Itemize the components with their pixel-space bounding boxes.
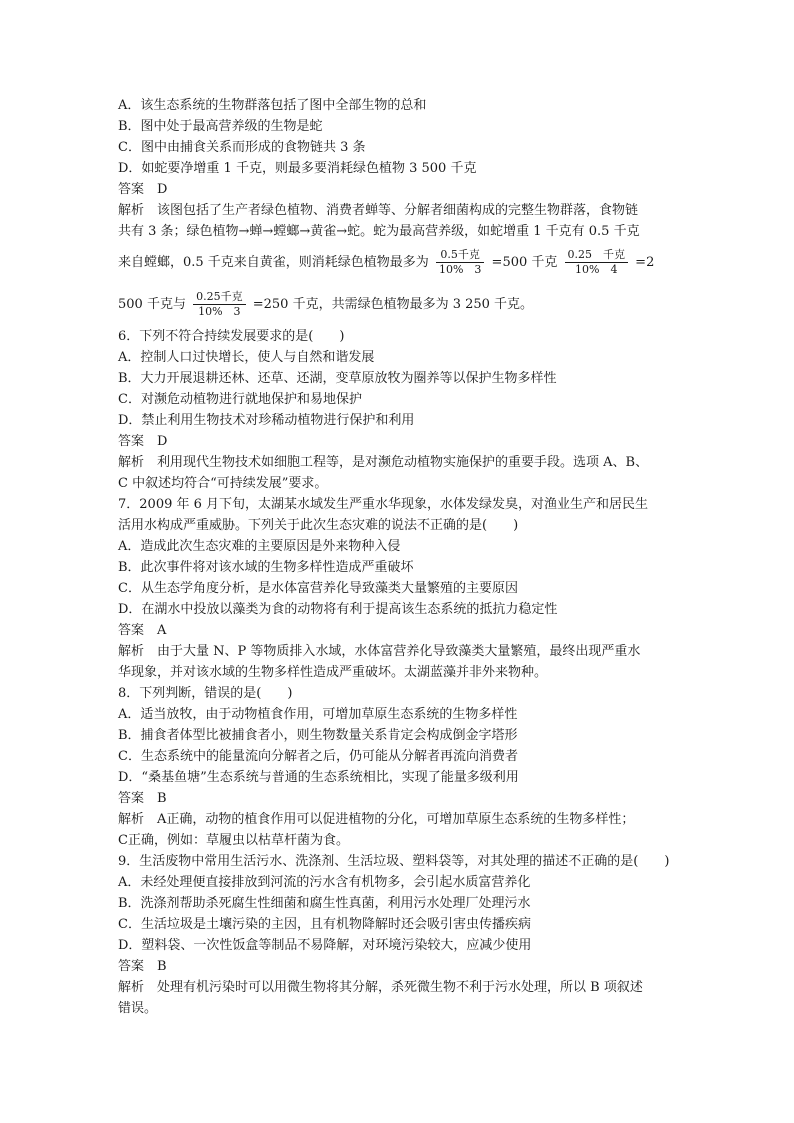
q7-analysis-line1: 解析 由于大量 N、P 等物质排入水域，水体富营养化导致藻类大量繁殖，最终出现严重水 [118,644,641,659]
q6-answer: 答案 D [118,434,168,449]
fraction-denominator: 10% 3 [438,263,482,276]
q5-analysis-line2: 共有 3 条；绿色植物→蝉→螳螂→黄雀→蛇。蛇为最高营养级，如蛇增重 1 千克有 0.5 千克 [118,224,640,239]
q6-analysis-line1: 解析 利用现代生物技术如细胞工程等，是对濒危动植物实施保护的重要手段。选项 A、B、 [118,455,649,470]
q5-formula-line2 [118,284,680,326]
q5-analysis-line1: 解析 该图包括了生产者绿色植物、消费者蝉等、分解者细菌构成的完整生物群落，食物链 [118,203,639,218]
q6-stem: 6．下列不符合持续发展要求的是( ) [118,329,345,344]
q7-analysis-line2: 华现象，并对该水域的生物多样性造成严重破坏。太湖蓝藻并非外来物种。 [118,665,548,680]
formula1-fraction2 [565,248,629,277]
q6-option-c: C．对濒危动植物进行就地保护和易地保护 [118,392,362,407]
q8-analysis-line2: C正确，例如：草履虫以枯草杆菌为食。 [118,833,349,848]
q6-option-b: B．大力开展退耕还林、还草、还湖，变草原放牧为圈养等以保护生物多样性 [118,371,557,386]
q6-analysis-line2: C 中叙述均符合“可持续发展”要求。 [118,476,328,491]
q7-answer: 答案 A [118,623,167,638]
formula2-suffix: =250 千克，共需绿色植物最多为 3 250 千克。 [252,297,534,312]
q5-formula-line1 [118,242,680,284]
q8-option-a: A．适当放牧，由于动物植食作用，可增加草原生态系统的生物多样性 [118,707,518,722]
formula2-fraction [193,290,246,319]
q7-option-b: B．此次事件将对该水域的生物多样性造成严重破坏 [118,560,414,575]
q8-option-b: B．捕食者体型比被捕食者小，则生物数量关系肯定会构成倒金字塔形 [118,728,518,743]
fraction-numerator: 0.5千克 [436,248,484,263]
q9-option-c: C．生活垃圾是土壤污染的主因，且有机物降解时还会吸引害虫传播疾病 [118,917,531,932]
formula2-prefix: 500 千克与 [118,297,186,312]
q8-analysis-line1: 解析 A正确，动物的植食作用可以促进植物的分化，可增加草原生态系统的生物多样性； [118,812,635,827]
q7-option-c: C．从生态学角度分析，是水体富营养化导致藻类大量繁殖的主要原因 [118,581,518,596]
q8-option-d: D．“桑基鱼塘”生态系统与普通的生态系统相比，实现了能量多级利用 [118,770,519,785]
q9-analysis-line2: 错误。 [118,1001,158,1016]
document-page [118,95,680,1019]
q9-option-a: A．未经处理便直接排放到河流的污水含有机物多，会引起水质富营养化 [118,875,531,890]
q5-answer: 答案 D [118,182,168,197]
q9-option-d: D．塑料袋、一次性饭盒等制品不易降解，对环境污染较大，应减少使用 [118,938,532,953]
fraction-denominator: 10% 3 [198,305,241,318]
q7-stem-line1: 7．2009 年 6 月下旬，太湖某水域发生严重水华现象，水体发绿发臭，对渔业生产和居民生 [118,497,649,512]
q8-answer: 答案 B [118,791,167,806]
q6-option-a: A．控制人口过快增长，使人与自然和谐发展 [118,350,375,365]
fraction-numerator: 0.25 千克 [565,248,629,263]
q6-option-d: D．禁止利用生物技术对珍稀动植物进行保护和利用 [118,413,415,428]
q5-option-d: D．如蛇要净增重 1 千克，则最多要消耗绿色植物 3 500 千克 [118,161,477,176]
fraction-numerator: 0.25千克 [193,290,246,305]
q5-option-a: A．该生态系统的生物群落包括了图中全部生物的总和 [118,98,427,113]
q9-stem: 9．生活废物中常用生活污水、洗涤剂、生活垃圾、塑料袋等，对其处理的描述不正确的是( ) [118,854,670,869]
formula1-suffix: =2 [635,255,655,270]
q7-option-d: D．在湖水中投放以藻类为食的动物将有利于提高该生态系统的抵抗力稳定性 [118,602,558,617]
q7-stem-line2: 活用水构成严重威胁。下列关于此次生态灾难的说法不正确的是( ) [118,518,519,533]
formula1-prefix: 来自螳螂，0.5 千克来自黄雀，则消耗绿色植物最多为 [118,255,429,270]
q5-option-b: B．图中处于最高营养级的生物是蛇 [118,119,323,134]
q9-answer: 答案 B [118,959,167,974]
q5-option-c: C．图中由捕食关系而形成的食物链共 3 条 [118,140,366,155]
q7-option-a: A．造成此次生态灾难的主要原因是外来物种入侵 [118,539,401,554]
q8-option-c: C．生态系统中的能量流向分解者之后，仍可能从分解者再流向消费者 [118,749,518,764]
q9-option-b: B．洗涤剂帮助杀死腐生性细菌和腐生性真菌，利用污水处理厂处理污水 [118,896,531,911]
formula1-middle: =500 千克 [491,255,558,270]
q8-stem: 8．下列判断，错误的是( ) [118,686,293,701]
fraction-denominator: 10% 4 [575,263,618,276]
formula1-fraction1 [436,248,484,277]
q9-analysis-line1: 解析 处理有机污染时可以用微生物将其分解，杀死微生物不利于污水处理，所以 B 项叙述 [118,980,643,995]
